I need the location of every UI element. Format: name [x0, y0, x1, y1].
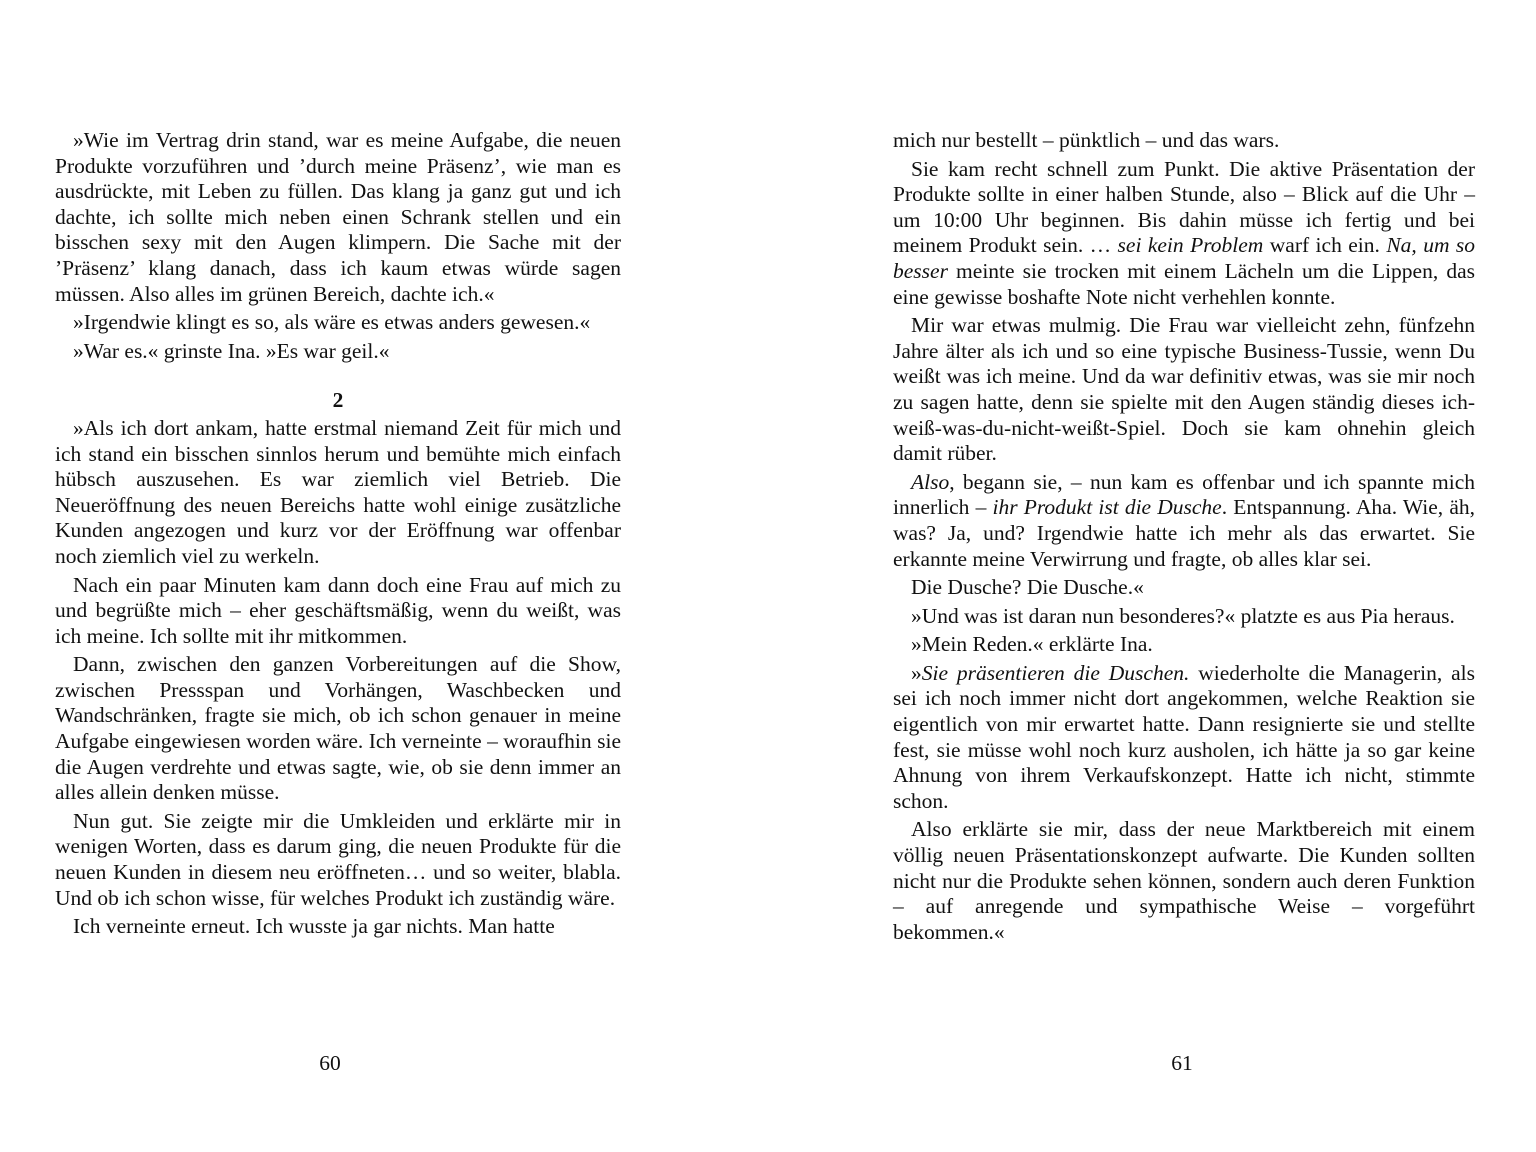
text-run: . Entspannung. Aha. Wie, äh, was? Ja, und? Irgendwie hatte ich mehr als das erwartet. Sie erkannte meine Verwirrung und fragte, ob alles klar sei. [893, 495, 1475, 571]
text-run: meinte sie trocken mit einem Lächeln um die Lippen, das eine gewisse boshafte Note nicht verhehlen konnte. [893, 258, 1475, 309]
paragraph [893, 632, 1475, 658]
paragraph [55, 809, 621, 911]
text-run: warf ich ein. [1263, 233, 1387, 258]
italic-text: ihr Produkt ist die Dusche [992, 495, 1222, 520]
right-page-body [893, 128, 1475, 948]
text-run: »Mein Reden.« erklärte Ina. [911, 632, 1153, 657]
text-run: Die Dusche? Die Dusche.« [911, 575, 1144, 600]
text-run: »Und was ist daran nun besonderes?« platzte es aus Pia heraus. [911, 603, 1455, 628]
paragraph [55, 128, 621, 307]
paragraph [55, 914, 621, 940]
italic-text: Na, um so besser [893, 233, 1476, 283]
left-page-body [55, 128, 621, 943]
paragraph [893, 128, 1475, 154]
italic-text: Also [911, 469, 950, 494]
italic-text: Sie präsentieren die Duschen. [921, 660, 1190, 685]
paragraph [55, 310, 621, 336]
italic-text: sei kein Problem [1117, 233, 1264, 258]
text-run: Also erklärte sie mir, dass der neue Marktbereich mit einem völlig neuen Präsentationskonzept aufwarte. Die Kunden sollten nicht nur die Produkte sehen können, sondern auch deren Funktion – auf anregende und sympathische Weise – vorgeführt bekommen.« [893, 817, 1475, 944]
paragraph [893, 470, 1475, 572]
text-run: Ich verneinte erneut. Ich wusste ja gar nichts. Man hatte [73, 914, 555, 939]
text-run: Sie kam recht schnell zum Punkt. Die aktive Präsentation der Produkte sollte in einer halben Stunde, also – Blick auf die Uhr – um 10:00 Uhr beginnen. Bis dahin müsse ich fertig und bei meinem Produkt sein. … [893, 156, 1475, 258]
text-run: mich nur bestellt – pünktlich – und das wars. [893, 128, 1280, 152]
paragraph [893, 817, 1475, 945]
text-run: wiederholte die Managerin, als sei ich noch immer nicht dort angekommen, welche Reaktion sie eigentlich von mir erwartet hatte. Dann resignierte sie und stellte fest, sie müsse wohl noch kurz ausholen, ich hätte ja so gar keine Ahnung von ihrem Verkaufskonzept. Hatte ich nicht, stimmte schon. [893, 660, 1476, 813]
paragraph [55, 416, 621, 570]
text-run: Mir war etwas mulmig. Die Frau war vielleicht zehn, fünfzehn Jahre älter als ich und so eine typische Business-Tussie, wenn Du weißt was ich meine. Und da war definitiv etwas, was sie mir noch zu sagen hatte, denn sie spielte mit den Augen ständig dieses ich-weiß-was-du-nicht-weißt-Spiel. Doch sie kam ohnehin gleich damit rüber. [893, 313, 1475, 466]
right-page-number: 61 [1171, 1051, 1193, 1075]
paragraph [893, 661, 1475, 815]
text-run: Nach ein paar Minuten kam dann doch eine Frau auf mich zu und begrüßte mich – eher geschäftsmäßig, wenn du weißt, was ich meine. Ich sollte mit ihr mitkommen. [55, 572, 621, 648]
paragraph [55, 652, 621, 806]
paragraph [55, 573, 621, 650]
paragraph [55, 339, 621, 365]
paragraph [893, 157, 1475, 311]
text-run: Nun gut. Sie zeigte mir die Umkleiden und erklärte mir in wenigen Worten, dass es darum ging, die neuen Produkte für die neuen Kunden in diesem neu eröffneten… und so weiter, blabla. Und ob ich schon wisse, für welches Produkt ich zuständig wäre. [55, 808, 621, 910]
text-run: »Wie im Vertrag drin stand, war es meine Aufgabe, die neuen Produkte vorzuführen und ’durch meine Präsenz’, wie man es ausdrückte, mit Leben zu füllen. Das klang ja ganz gut und ich dachte, ich sollte mich neben einen Schrank stellen und ein bisschen sexy mit den Augen klimpern. Die Sache mit der ’Präsenz’ klang danach, dass ich kaum etwas würde sagen müssen. Also alles im grünen Bereich, dachte ich.« [55, 128, 621, 306]
paragraph [893, 575, 1475, 601]
paragraph [893, 604, 1475, 630]
paragraph [893, 313, 1475, 467]
text-run: »War es.« grinste Ina. »Es war geil.« [73, 338, 390, 363]
text-run: »Als ich dort ankam, hatte erstmal niemand Zeit für mich und ich stand ein bisschen sinnlos herum und bemühte mich einfach hübsch auszusehen. Es war ziemlich viel Betrieb. Die Neueröffnung des neuen Bereichs hatte wohl einige zusätzliche Kunden angezogen und kurz vor der Eröffnung war offenbar noch ziemlich viel zu werkeln. [55, 415, 621, 568]
text-run: » [911, 660, 922, 685]
text-run: Dann, zwischen den ganzen Vorbereitungen auf die Show, zwischen Pressspan und Vorhängen, Waschbecken und Wandschränken, fragte sie mich, ob ich schon genauer in meine Aufgabe eingewiesen worden wäre. Ich verneinte – woraufhin sie die Augen verdrehte und etwas sagte, wie, ob sie denn immer an alles allein denken müsse. [55, 652, 621, 805]
text-run: »Irgendwie klingt es so, als wäre es etwas anders gewesen.« [73, 310, 591, 335]
section-heading: 2 [332, 388, 344, 413]
left-page-number: 60 [319, 1051, 341, 1075]
text-run: , begann sie, – nun kam es offenbar und ich spannte mich innerlich – [893, 469, 1475, 520]
